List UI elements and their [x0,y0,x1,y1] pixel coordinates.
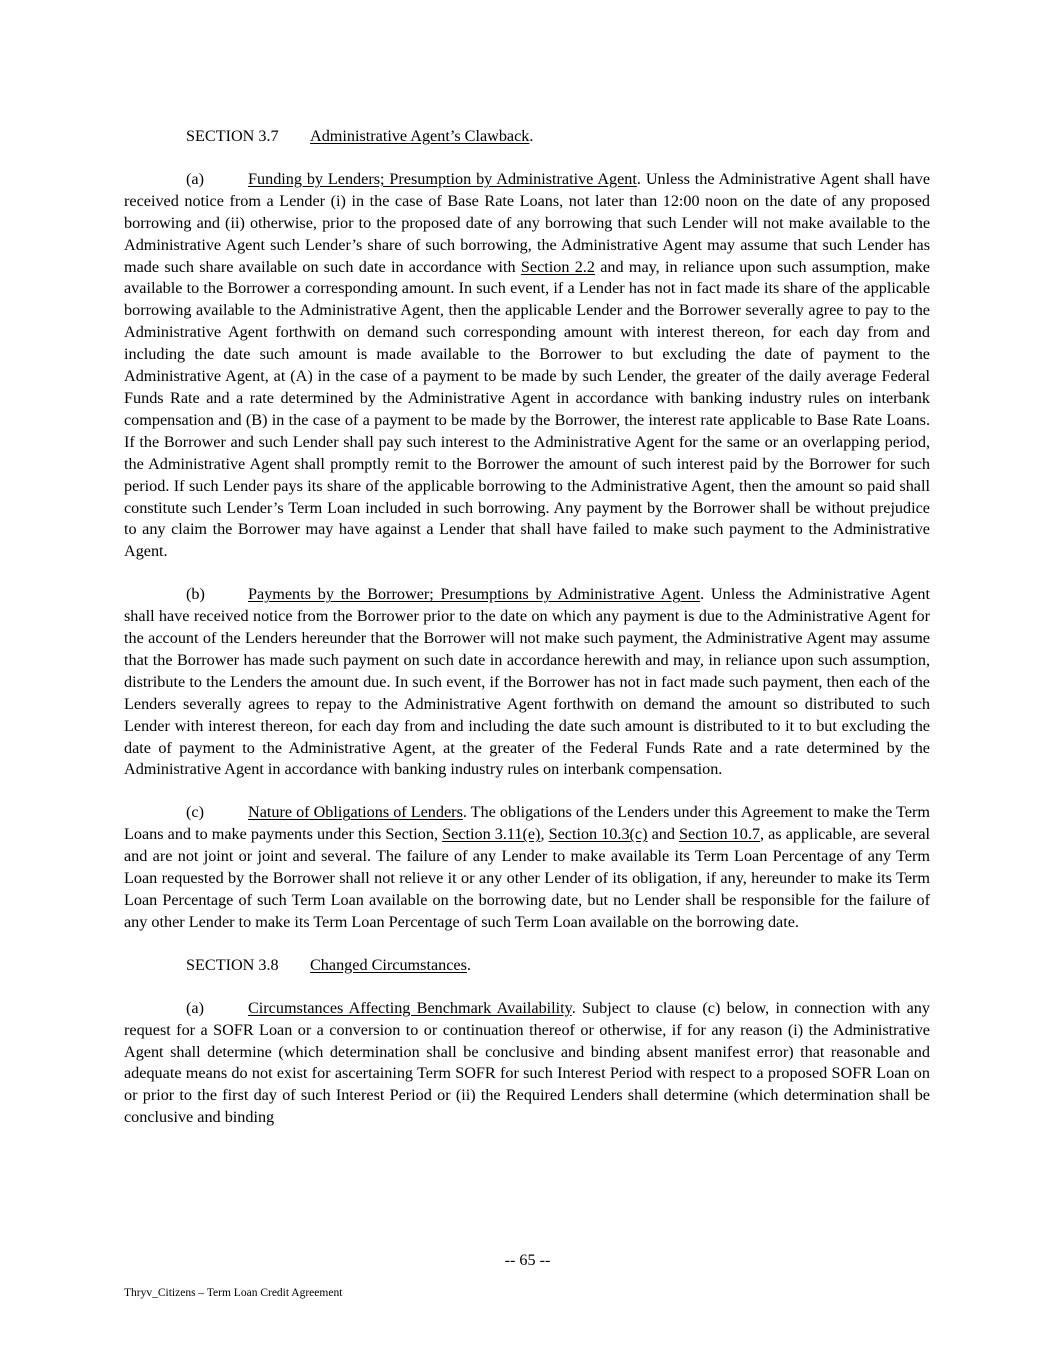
document-body [124,126,930,1150]
cross-reference: Section 10.3(c) [548,825,648,844]
clause-heading: Funding by Lenders; Presumption by Administrative Agent [248,169,637,188]
clause-3-8-a: (a) Circumstances Affecting Benchmark Availability. Subject to clause (c) below, in connection with any request for a SOFR Loan or a conversion to or continuation thereof or otherwise, if for any reason (i) the Administrative Agent shall determine (which determination shall be conclusive and binding absent manifest error) that reasonable and adequate means do not exist for ascertaining Term SOFR for such Interest Period with respect to a proposed SOFR Loan on or prior to the first day of such Interest Period or (ii) the Required Lenders shall determine (which determination shall be conclusive and binding [124,998,930,1127]
cross-reference: Section 10.7 [679,825,761,844]
section-3-7-heading: SECTION 3.7 Administrative Agent’s Clawback. [124,126,930,148]
section-title: Changed Circumstances [310,955,467,974]
cross-reference: Section 3.11(e) [442,825,541,844]
clause-3-7-c: (c) Nature of Obligations of Lenders. The obligations of the Lenders under this Agreement to make the Term Loans and to make payments under this Section, Section 3.11(e), Section 10.3(c) and Section 10.7, as applicable, are several and are not joint or joint and several. The failure of any Lender to make available its Term Loan Percentage of any Term Loan requested by the Borrower shall not relieve it or any other Lender of its obligation, if any, hereunder to make its Term Loan Percentage of such Term Loan available on the borrowing date, but no Lender shall be responsible for the failure of any other Lender to make its Term Loan Percentage of such Term Loan available on the borrowing date. [124,803,931,931]
clause-3-7-b: (b) Payments by the Borrower; Presumptions by Administrative Agent. Unless the Administrative Agent shall have received notice from the Borrower prior to the date on which any payment is due to the Administrative Agent for the account of the Lenders hereunder that the Borrower will not make such payment, the Administrative Agent may assume that the Borrower has made such payment on such date in accordance herewith and may, in reliance upon such assumption, distribute to the Lenders the amount due. In such event, if the Borrower has not in fact made such payment, then each of the Lenders severally agrees to repay to the Administrative Agent forthwith on demand the amount so distributed to such Lender with interest thereon, for each day from and including the date such amount is distributed to it to but excluding the date of payment to the Administrative Agent, at the greater of the Federal Funds Rate and a rate determined by the Administrative Agent in accordance with banking industry rules on interbank compensation. [124,585,930,779]
cross-reference: Section 2.2 [520,257,595,276]
page-number: -- 65 -- [504,1251,551,1269]
clause-label: (c) [186,803,204,822]
clause-heading: Nature of Obligations of Lenders [248,803,463,822]
clause-label: (a) [186,169,204,188]
document-footer: Thryv_Citizens – Term Loan Credit Agreement [124,1287,343,1299]
clause-label: (a) [186,998,204,1017]
clause-label: (b) [186,585,205,604]
clause-heading: Circumstances Affecting Benchmark Availability [248,998,572,1017]
clause-heading: Payments by the Borrower; Presumptions by Administrative Agent [248,585,701,604]
clause-3-7-a: (a) Funding by Lenders; Presumption by Administrative Agent. Unless the Administrative Agent shall have received notice from a Lender (i) in the case of Base Rate Loans, not later than 12:00 noon on the date of any proposed borrowing and (ii) otherwise, prior to the proposed date of any borrowing that such Lender will not make available to the Administrative Agent such Lender’s share of such borrowing, the Administrative Agent may assume that such Lender has made such share available on such date in accordance with Section 2.2 and may, in reliance upon such assumption, make available to the Borrower a corresponding amount. In such event, if a Lender has not in fact made its share of the applicable borrowing available to the Administrative Agent, then the applicable Lender and the Borrower severally agree to pay to the Administrative Agent forthwith on demand such corresponding amount with interest thereon, for each day from and including the date such amount is made available to the Borrower to but excluding the date of payment to the Administrative Agent, at (A) in the case of a payment to be made by such Lender, the greater of the daily average Federal Funds Rate and a rate determined by the Administrative Agent in accordance with banking industry rules on interbank compensation and (B) in the case of a payment to be made by the Borrower, the interest rate applicable to Base Rate Loans. If the Borrower and such Lender shall pay such interest to the Administrative Agent for the same or an overlapping period, the Administrative Agent shall promptly remit to the Borrower the amount of such interest paid by the Borrower for such period. If such Lender pays its share of the applicable borrowing to the Administrative Agent, then the amount so paid shall constitute such Lender’s Term Loan included in such borrowing. Any payment by the Borrower shall be without prejudice to any claim the Borrower may have against a Lender that shall have failed to make such payment to the Administrative Agent. [124,169,931,561]
section-title: Administrative Agent’s Clawback [310,127,530,145]
section-number: SECTION 3.7 [186,127,279,145]
section-3-8-heading: SECTION 3.8 Changed Circumstances. [124,955,930,977]
section-number: SECTION 3.8 [186,955,279,974]
